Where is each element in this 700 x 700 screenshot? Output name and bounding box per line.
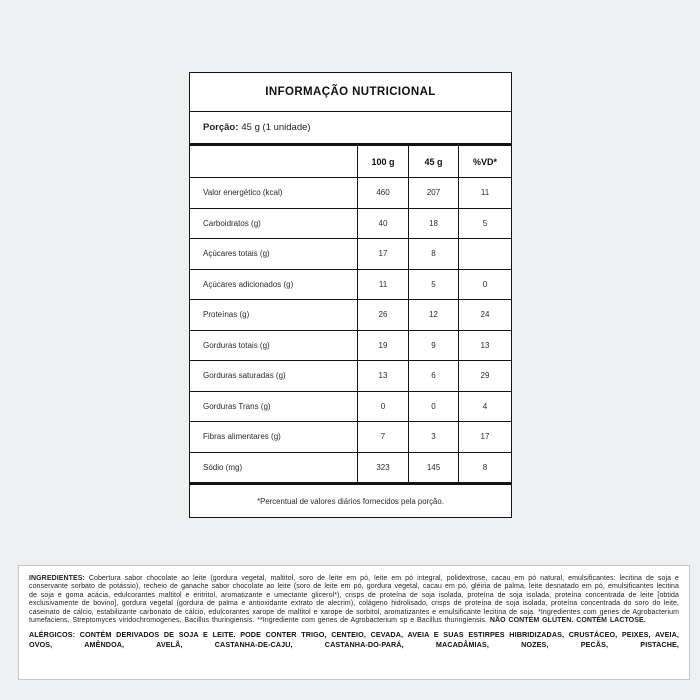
value-per-100g: 26 xyxy=(357,300,408,331)
value-per-serving: 6 xyxy=(408,361,458,392)
nutrient-label: Gorduras saturadas (g) xyxy=(190,361,357,392)
table-title: INFORMAÇÃO NUTRICIONAL xyxy=(190,73,511,112)
nutrient-label: Valor energético (kcal) xyxy=(190,178,357,209)
value-per-serving: 12 xyxy=(408,300,458,331)
value-per-100g: 19 xyxy=(357,331,408,362)
nutrient-label: Açúcares totais (g) xyxy=(190,239,357,270)
table-row xyxy=(190,239,511,270)
value-percent-dv: 29 xyxy=(458,361,511,392)
value-per-serving: 3 xyxy=(408,422,458,453)
value-percent-dv: 8 xyxy=(458,453,511,484)
value-per-100g: 323 xyxy=(357,453,408,484)
ingredients-allergens-box xyxy=(18,565,690,680)
table-row xyxy=(190,392,511,423)
value-percent-dv: 5 xyxy=(458,209,511,240)
value-per-serving: 18 xyxy=(408,209,458,240)
value-percent-dv: 0 xyxy=(458,270,511,301)
table-row xyxy=(190,361,511,392)
table-row xyxy=(190,422,511,453)
table-row xyxy=(190,331,511,362)
nutrient-label: Fibras alimentares (g) xyxy=(190,422,357,453)
column-header-100g: 100 g xyxy=(357,146,408,178)
serving-label: Porção: xyxy=(203,122,239,133)
nutrient-label: Gorduras totais (g) xyxy=(190,331,357,362)
serving-value: 45 g (1 unidade) xyxy=(241,122,311,133)
value-per-serving: 145 xyxy=(408,453,458,484)
value-percent-dv: 24 xyxy=(458,300,511,331)
value-per-100g: 11 xyxy=(357,270,408,301)
value-per-100g: 17 xyxy=(357,239,408,270)
table-row xyxy=(190,270,511,301)
value-per-serving: 5 xyxy=(408,270,458,301)
value-percent-dv: 4 xyxy=(458,392,511,423)
ingredients-label: INGREDIENTES: xyxy=(29,575,85,582)
nutrient-label: Carboidratos (g) xyxy=(190,209,357,240)
ingredients-paragraph xyxy=(29,575,679,625)
value-percent-dv: 13 xyxy=(458,331,511,362)
value-percent-dv xyxy=(458,239,511,270)
allergens-paragraph: ALÉRGICOS: CONTÉM DERIVADOS DE SOJA E LEITE. PODE CONTER TRIGO, CENTEIO, CEVADA, AVEIA E SUAS ESTIRPES HIBRIDIZADAS, CRUSTÁCEO, PEIXES, AVEIA, OVOS, AMÊNDOA, AVELÃ, CASTANHA-DE-CAJU, CASTANHA-DO-PARÁ, MACADÂMIAS, NOZES, PECÃS, PISTACHE, xyxy=(29,630,679,649)
value-per-100g: 40 xyxy=(357,209,408,240)
table-row xyxy=(190,453,511,484)
nutrient-label: Sódio (mg) xyxy=(190,453,357,484)
table-grid xyxy=(190,146,511,483)
value-per-serving: 207 xyxy=(408,178,458,209)
table-row xyxy=(190,300,511,331)
nutrient-label: Gorduras Trans (g) xyxy=(190,392,357,423)
value-per-serving: 0 xyxy=(408,392,458,423)
nutrient-label: Proteínas (g) xyxy=(190,300,357,331)
value-per-100g: 7 xyxy=(357,422,408,453)
ingredients-text: Cobertura sabor chocolate ao leite (gordura vegetal, maltitol, soro de leite em pó, leite em pó integral, polidextrose, cacau em pó natural, emulsificantes: lecitina de soja e conservante sorbato de potássio), recheio de ganache sabor chocolate ao leite (soro de leite em pó, gordura vegetal, cacau em pó, gléiria de palma, leite desnatado em pó, emulsificantes lecitina de soja e goma acácia, edulcorantes maltitol e eritritol, aromatizante e umectante glicerol*), crisps de proteína de soja isolada, proteína de soja isolada, proteína concentrada de leite [obtida exclusivamente de bovino], gordura vegetal (gordura de palma e antioxidante extrato de alecrim), colágeno hidrolisado, crisps de proteína de soja isolada, proteína concentrada do soro do leite, caseinato de cálcio, estabilizante carbonato de cálcio, edulcorantes xarope de maltitol e xarope de sorbitol, aromatizantes e emulsificante lecitina de soja. *Ingredientes com genes de Agrobacterium tumefaciens, Streptomyces viridochromogenes, Bacillus thuringiensis. **Ingrediente com genes de Agrobacterium sp e Bacillus thuringiensis. xyxy=(29,575,679,625)
column-header-row xyxy=(190,146,511,178)
value-percent-dv: 11 xyxy=(458,178,511,209)
table-row xyxy=(190,178,511,209)
ingredients-bold-note: NÃO CONTÉM GLÚTEN. CONTÉM LACTOSE. xyxy=(489,617,646,625)
value-per-serving: 9 xyxy=(408,331,458,362)
value-per-serving: 8 xyxy=(408,239,458,270)
value-per-100g: 460 xyxy=(357,178,408,209)
table-row xyxy=(190,209,511,240)
table-footnote: *Percentual de valores diários fornecidos pela porção. xyxy=(190,483,511,517)
column-header-vd: %VD* xyxy=(458,146,511,178)
empty-header-cell xyxy=(190,146,357,178)
nutrient-label: Açúcares adicionados (g) xyxy=(190,270,357,301)
column-header-45g: 45 g xyxy=(408,146,458,178)
value-percent-dv: 17 xyxy=(458,422,511,453)
serving-row xyxy=(190,112,511,146)
value-per-100g: 13 xyxy=(357,361,408,392)
table-rows xyxy=(190,178,511,483)
value-per-100g: 0 xyxy=(357,392,408,423)
nutrition-facts-table xyxy=(189,72,512,518)
